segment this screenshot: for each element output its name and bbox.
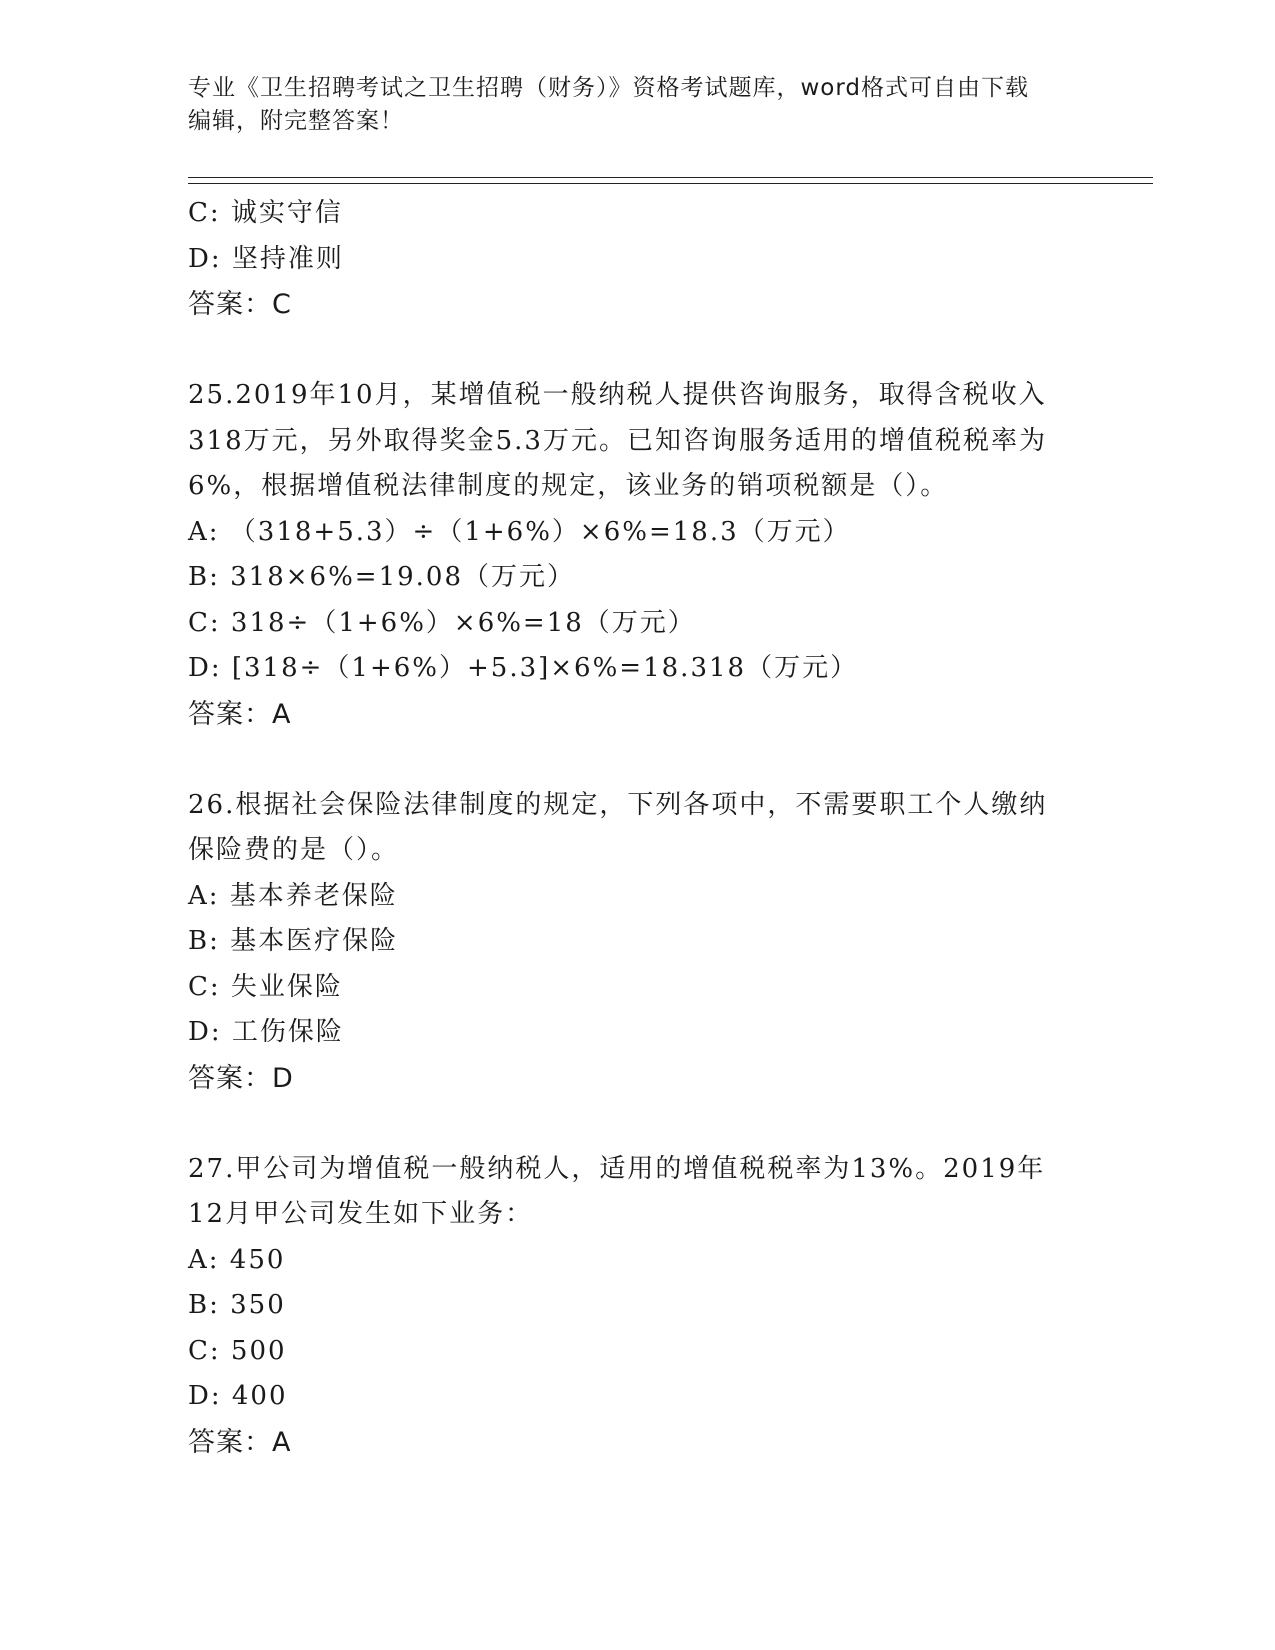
page-header <box>188 72 1088 138</box>
option-c: C: 失业保险 <box>188 971 343 1002</box>
question-gap <box>188 328 1088 374</box>
question-stem-line: 25.2019年10月，某增值税一般纳税人提供咨询服务，取得含税收入 <box>188 380 1047 410</box>
option-d: D: [318÷（1+6%）+5.3]×6%=18.318（万元） <box>188 653 859 683</box>
question-26 <box>188 783 1088 1102</box>
question-gap <box>188 1101 1088 1147</box>
question-stem-line: 12月甲公司发生如下业务： <box>188 1199 534 1229</box>
option-c: C: 500 <box>188 1335 287 1366</box>
question-25 <box>188 373 1088 737</box>
option-a: A: 基本养老保险 <box>188 880 398 911</box>
header-divider-top <box>188 177 1153 178</box>
option-a: A: （318+5.3）÷（1+6%）×6%=18.3（万元） <box>188 516 851 547</box>
answer-line: 答案：C <box>188 289 292 320</box>
prev-question <box>188 191 1088 328</box>
question-stem-line: 26.根据社会保险法律制度的规定，下列各项中，不需要职工个人缴纳 <box>188 789 1048 820</box>
question-gap <box>188 737 1088 783</box>
header-line-2: 编辑，附完整答案！ <box>188 108 404 134</box>
question-stem-line: 318万元，另外取得奖金5.3万元。已知咨询服务适用的增值税税率为 <box>188 425 1047 456</box>
answer-line: 答案：D <box>188 1062 294 1094</box>
header-divider-bottom <box>188 183 1153 184</box>
option-c: C: 318÷（1+6%）×6%=18（万元） <box>188 607 696 638</box>
option-b: B: 基本医疗保险 <box>188 926 399 956</box>
option-d: D: 400 <box>188 1381 288 1411</box>
question-stem-line: 27.甲公司为增值税一般纳税人，适用的增值税税率为13%。2019年 <box>188 1153 1046 1184</box>
option-d: D: 工伤保险 <box>188 1017 344 1047</box>
option-b: B: 318×6%=19.08（万元） <box>188 562 576 592</box>
answer-line: 答案：A <box>188 1426 292 1458</box>
option-d: D: 坚持准则 <box>188 243 344 274</box>
question-stem-line: 6%，根据增值税法律制度的规定，该业务的销项税额是（）。 <box>188 471 949 501</box>
document-body <box>188 191 1088 1465</box>
question-stem-line: 保险费的是（）。 <box>188 835 400 865</box>
header-line-1: 专业《卫生招聘考试之卫生招聘（财务）》资格考试题库，word格式可自由下载 <box>188 75 1030 101</box>
option-c: C: 诚实守信 <box>188 198 343 228</box>
answer-line: 答案：A <box>188 698 292 730</box>
question-27 <box>188 1147 1088 1466</box>
option-b: B: 350 <box>188 1290 286 1320</box>
option-a: A: 450 <box>188 1244 286 1275</box>
